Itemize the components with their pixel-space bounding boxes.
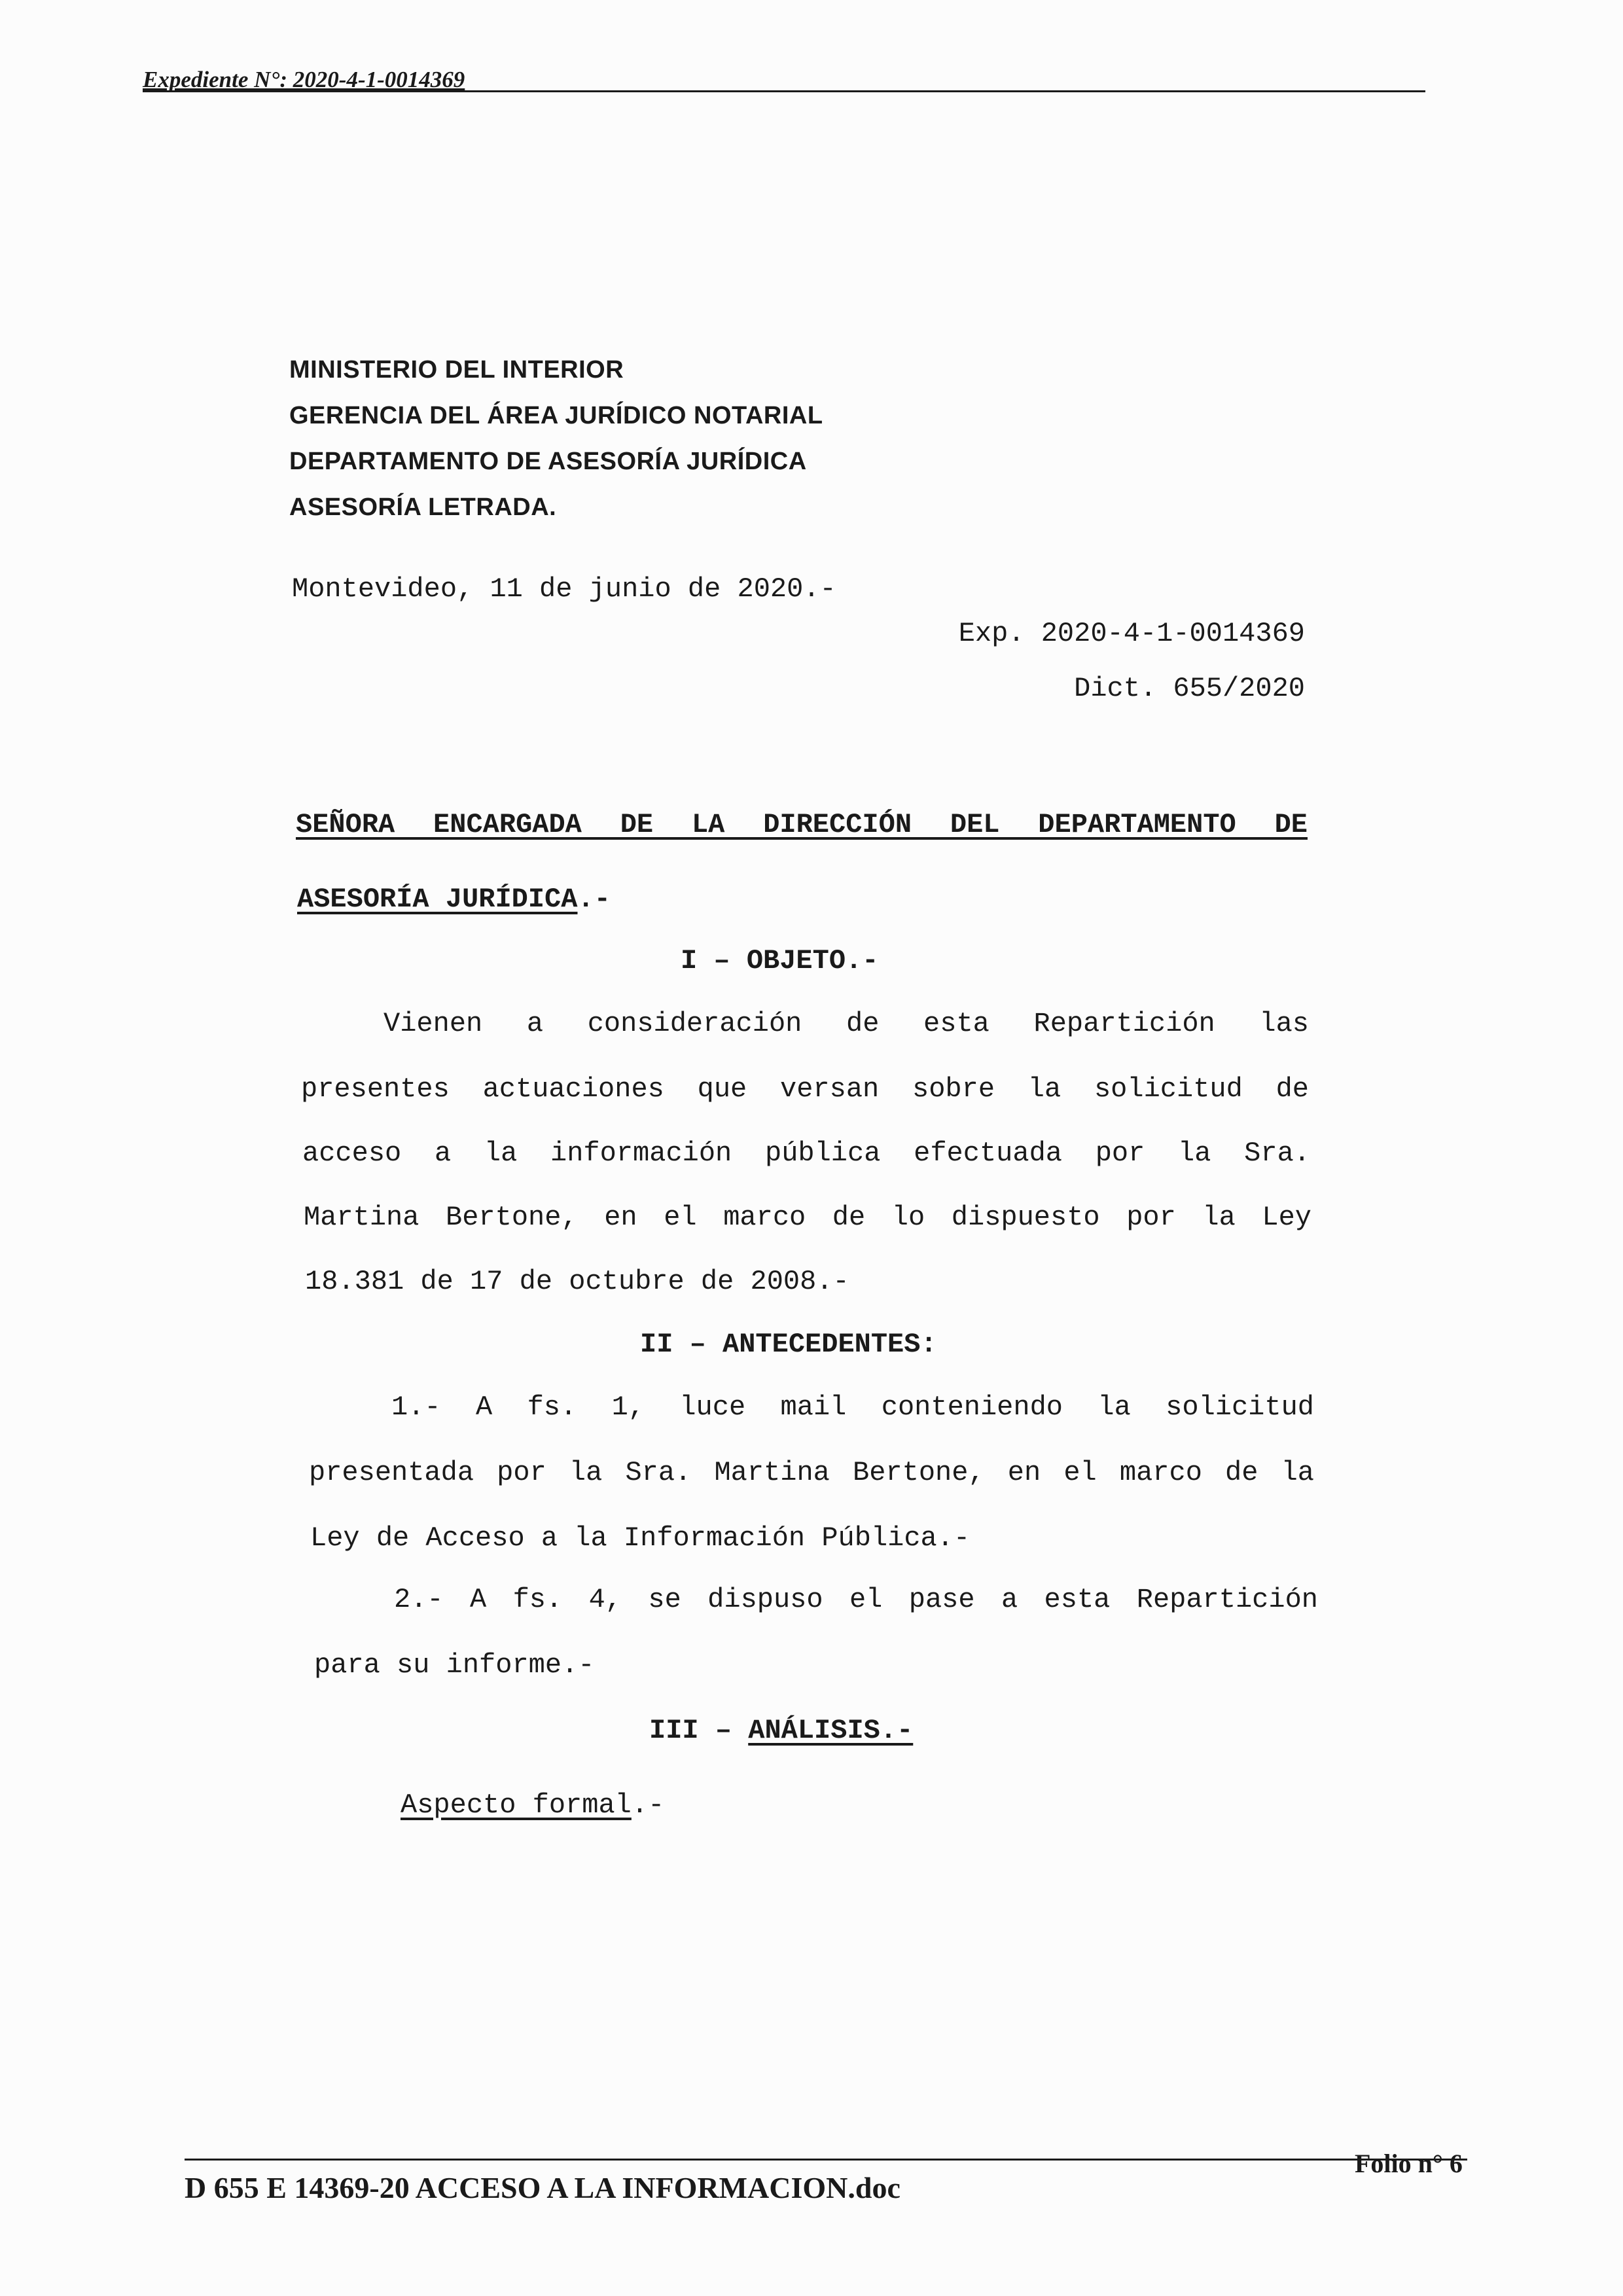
top-rule bbox=[143, 90, 1425, 92]
addressee-text: SEÑORA ENCARGADA DE LA DIRECCIÓN DEL DEPARTAMENTO DE bbox=[296, 809, 1308, 840]
antecedentes-2-line-2: para su informe.- bbox=[314, 1649, 595, 1681]
exp-number: Exp. 2020-4-1-0014369 bbox=[958, 618, 1305, 649]
section-objeto-heading: I – OBJETO.- bbox=[681, 945, 879, 977]
section-analisis-heading bbox=[649, 1715, 913, 1746]
objeto-line-2 bbox=[301, 1073, 1309, 1105]
footer-rule bbox=[185, 2159, 1467, 2161]
header-line-asesoria: ASESORÍA LETRADA. bbox=[289, 493, 557, 521]
addressee-line-1 bbox=[296, 809, 1308, 840]
objeto-line-3 bbox=[302, 1138, 1310, 1169]
antecedentes-2-text-1: 2.- A fs. 4, se dispuso el pase a esta Repartición bbox=[394, 1584, 1318, 1615]
header-line-ministerio: MINISTERIO DEL INTERIOR bbox=[289, 356, 624, 384]
addressee-suffix: .- bbox=[577, 884, 611, 915]
antecedentes-1-line-1 bbox=[391, 1391, 1314, 1423]
antecedentes-1-text-1: 1.- A fs. 1, luce mail conteniendo la solicitud bbox=[391, 1391, 1314, 1423]
aspecto-formal-suffix: .- bbox=[631, 1789, 665, 1821]
objeto-text-2: presentes actuaciones que versan sobre la solicitud de bbox=[301, 1073, 1309, 1105]
objeto-text-3: acceso a la información pública efectuada por la Sra. bbox=[302, 1138, 1310, 1169]
aspecto-formal bbox=[401, 1789, 664, 1821]
objeto-line-4 bbox=[304, 1202, 1311, 1233]
footer-folio: Folio n° 6 bbox=[1355, 2149, 1463, 2178]
header-line-gerencia: GERENCIA DEL ÁREA JURÍDICO NOTARIAL bbox=[289, 402, 823, 429]
place-date: Montevideo, 11 de junio de 2020.- bbox=[292, 573, 836, 605]
addressee-line-2 bbox=[297, 884, 611, 915]
antecedentes-1-line-3: Ley de Acceso a la Información Pública.- bbox=[310, 1522, 971, 1554]
antecedentes-1-text-2: presentada por la Sra. Martina Bertone, en el marco de la bbox=[309, 1457, 1314, 1488]
objeto-text-1: Vienen a consideración de esta Repartición las bbox=[383, 1008, 1309, 1039]
header-line-departamento: DEPARTAMENTO DE ASESORÍA JURÍDICA bbox=[289, 448, 807, 475]
antecedentes-2-line-1 bbox=[394, 1584, 1318, 1615]
section-antecedentes-heading: II – ANTECEDENTES: bbox=[640, 1329, 937, 1360]
objeto-line-1 bbox=[383, 1008, 1309, 1039]
footer-doc-name: D 655 E 14369-20 ACCESO A LA INFORMACION.doc bbox=[185, 2171, 901, 2204]
aspecto-formal-label: Aspecto formal bbox=[401, 1789, 632, 1821]
institution-header bbox=[289, 347, 823, 530]
analisis-title: ANÁLISIS.- bbox=[748, 1715, 914, 1746]
dict-number: Dict. 655/2020 bbox=[1074, 673, 1305, 704]
objeto-line-5: 18.381 de 17 de octubre de 2008.- bbox=[305, 1266, 849, 1297]
objeto-text-4: Martina Bertone, en el marco de lo dispuesto por la Ley bbox=[304, 1202, 1311, 1233]
analisis-prefix: III – bbox=[649, 1715, 749, 1746]
addressee-asesoria: ASESORÍA JURÍDICA bbox=[297, 884, 578, 915]
antecedentes-1-line-2 bbox=[309, 1457, 1314, 1488]
expediente-label: Expediente N°: 2020-4-1-0014369 bbox=[143, 67, 465, 92]
